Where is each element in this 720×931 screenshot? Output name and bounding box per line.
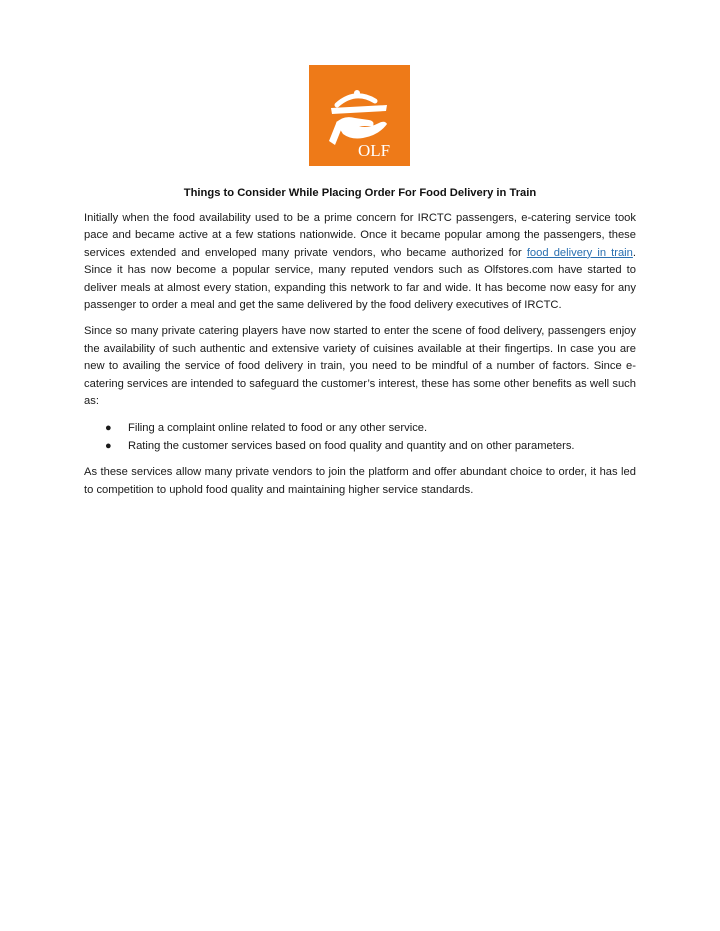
- olf-logo: [309, 65, 410, 166]
- article-title: Things to Consider While Placing Order For Food Delivery in Train: [183, 187, 537, 199]
- food-delivery-in-train-link[interactable]: food delivery in train: [526, 246, 633, 259]
- paragraph-3: As these services allow many private vendors to join the platform and offer abundant choice to order, it has led to competition to uphold food quality and maintaining higher service standards.: [84, 466, 636, 496]
- list-item-text: Filing a complaint online related to food or any other service.: [128, 422, 428, 435]
- paragraph-1-text-after-link: . Since it has now become a popular service, many reputed vendors such as Olfstores.com have started to deliver meals at almost every station, expanding this network to far and wide. It has become now easy for any passenger to order a meal and get the same delivered by the food delivery executives of IRCTC.: [84, 246, 637, 312]
- paragraph-1: [84, 210, 636, 314]
- serving-cloche-hand-icon: [309, 65, 410, 166]
- paragraph-1-text-before-link: Initially when the food availability used to be a prime concern for IRCTC passengers, e-catering service took pace and became active at a few stations nationwide. Once it became popular among the passengers, these services extended and enveloped many private vendors, who became authorized for: [84, 212, 636, 259]
- list-item: [84, 437, 636, 455]
- list-item-text: Rating the customer services based on food quality and quantity and on other parameters.: [128, 440, 575, 453]
- list-item: [84, 419, 636, 437]
- bullet-icon: ●: [105, 422, 112, 435]
- logo-text: OLF: [358, 141, 391, 160]
- paragraph-2: Since so many private catering players have now started to enter the scene of food delivery, passengers enjoy the availability of such authentic and extensive variety of cuisines available at their fingertips. In case you are new to availing the service of food delivery in train, you need to be mindful of a number of factors. Since e-catering services are intended to safeguard the customer’s interest, these has some other benefits as well such as:: [84, 325, 636, 408]
- benefits-list: [84, 419, 636, 455]
- article-body: [84, 210, 636, 508]
- bullet-icon: ●: [105, 440, 112, 453]
